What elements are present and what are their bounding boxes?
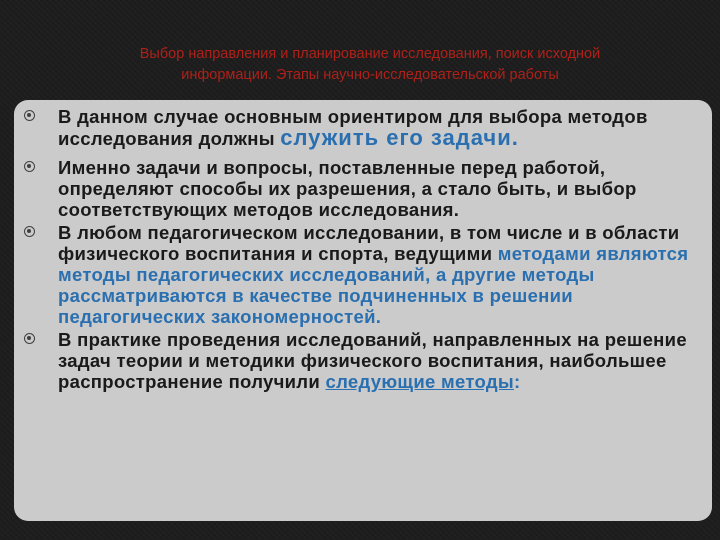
bullet-3-text: В любом педагогическом исследовании, в том числе и в области физического воспитания и спорта, ведущими [58, 222, 680, 264]
bullet-list [22, 106, 712, 392]
slide-title-line-1: Выбор направления и планирование исследования, поиск исходной [139, 46, 601, 62]
bullet-4-tail: : [513, 371, 521, 392]
bullet-item-3 [22, 222, 712, 327]
bullet-1-text: В данном случае основным ориентиром для выбора методов исследования должны [58, 106, 648, 149]
bullet-circle-icon [24, 333, 35, 344]
bullet-4-text: В практике проведения исследований, направленных на решение задач теории и методики физического воспитания, наибольшее распространение получили [58, 329, 687, 392]
bullet-1-highlight: служить его задачи. [280, 125, 519, 150]
bullet-item-2 [22, 157, 712, 220]
bullet-circle-icon [24, 110, 35, 121]
slide-title [60, 44, 680, 86]
bullet-3-highlight: методами являются методы педагогических исследований, а другие методы рассматриваются в качестве подчиненных в решении педагогических закономерностей. [58, 243, 689, 327]
bullet-item-1 [22, 106, 712, 149]
bullet-circle-icon [24, 161, 35, 172]
bullet-2-text: Именно задачи и вопросы, поставленные перед работой, определяют способы их разрешения, а стало быть, и выбор соответствующих методов исследования. [58, 157, 637, 220]
bullet-item-4 [22, 329, 712, 392]
bullet-4-highlight: следующие методы [325, 371, 514, 392]
slide-title-line-2: информации. Этапы научно-исследовательской работы [181, 67, 559, 83]
bullet-circle-icon [24, 226, 35, 237]
